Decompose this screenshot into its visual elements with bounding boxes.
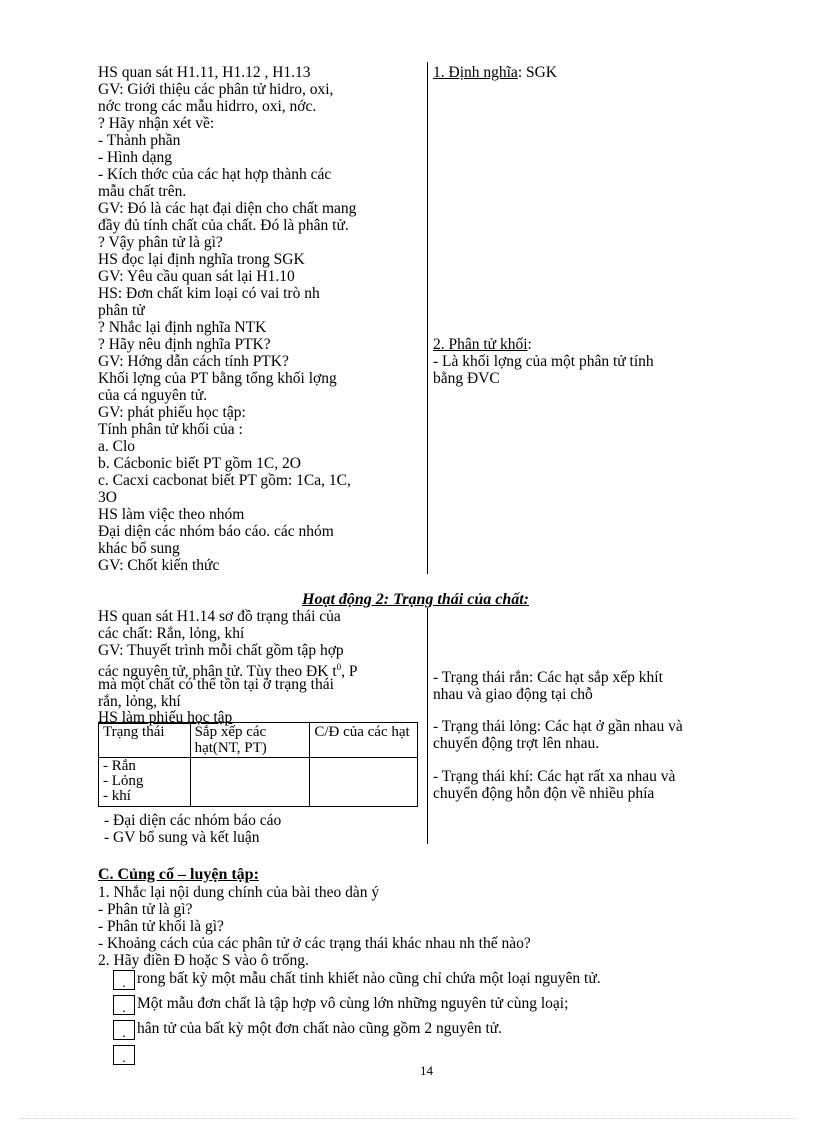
text-line: rắn, lỏng, khí [98,693,181,710]
text-line: - Là khối lợng của một phân tử tính [433,353,654,370]
text-line: khác bổ sung [98,540,180,557]
text-line: - Đại diện các nhóm báo cáo [104,812,282,829]
activity-heading: Hoạt động 2: Trạng thái của chất: [302,591,529,608]
definition-label: 1. Định nghĩa [433,64,518,81]
text-line: nhau và giao động tại chỗ [433,686,593,703]
answer-box[interactable]: . [113,970,135,990]
text-line: HS làm việc theo nhóm [98,506,245,523]
answer-box[interactable]: . [113,995,135,1015]
column-divider [427,608,428,844]
text-line: GV: Hớng dẫn cách tính PTK? [98,353,289,370]
worksheet-table [98,722,418,807]
text-line: mẫu chất trên. [98,183,187,200]
table-cell-empty [190,758,310,807]
text-line: - Thành phần [98,132,181,149]
state-item: - Lỏng [103,773,144,789]
text-line: Khối lợng của PT bằng tổng khối lợng [98,370,337,387]
text-line: HS quan sát H1.14 sơ đồ trạng thái của [98,608,341,625]
table-header-row [99,723,418,758]
text-line: GV: Giới thiệu các phân tử hidro, oxi, [98,81,334,98]
text-line: Tính phân tử khối của : [98,421,243,438]
table-cell-empty [310,758,418,807]
text-line: - Trạng thái lỏng: Các hạt ở gần nhau và [433,718,683,735]
text-line: HS làm phiếu học tập [98,709,233,726]
text-line: - Phân tử khối là gì? [98,918,224,935]
text-line: chuyển động trợt lên nhau. [433,735,600,752]
answer-box[interactable]: . [113,1045,135,1065]
text-line: GV: phát phiếu học tập: [98,404,246,421]
text-line: nớc trong các mẫu hidrro, oxi, nớc. [98,98,317,115]
text-line: GV: Thuyết trình mỗi chất gồm tập hợp [98,642,344,659]
text-line: - Phân tử là gì? [98,901,193,918]
text-line: đầy đủ tính chất của chất. Đó là phân tử. [98,217,349,234]
text-line: - GV bổ sung và kết luận [104,829,260,846]
text-line: - Kích thớc của các hạt hợp thành các [98,166,332,183]
text-line: c. Cacxi cacbonat biết PT gồm: 1Ca, 1C, [98,472,351,489]
state-item: - khí [103,788,131,804]
answer-box[interactable]: . [113,1020,135,1040]
molecular-mass-heading [433,336,532,353]
text-line: GV: Chốt kiến thức [98,557,220,574]
statement-line: hân tử của bất kỳ một đơn chất nào cũng gồm 2 nguyên tử. [137,1020,503,1037]
text-line: ? Hãy nêu định nghĩa PTK? [98,336,271,353]
text-line: - Trạng thái rắn: Các hạt sắp xếp khít [433,669,663,686]
text-line: ? Hãy nhận xét về: [98,115,215,132]
text-line: bằng ĐVC [433,370,500,387]
statement-line: rong bất kỳ một mẫu chất tinh khiết nào cũng chỉ chứa một loại nguyên tử. [137,970,601,987]
text-line: HS quan sát H1.11, H1.12 , H1.13 [98,64,311,81]
column-divider [427,62,428,574]
statement-line: Một mẫu đơn chất là tập hợp vô cùng lớn những nguyên tử cùng loại; [137,995,569,1012]
molecular-mass-colon: : [527,336,532,353]
section-title: C. Củng cố – luyện tập: [98,866,259,883]
definition-line [433,64,557,81]
text-span: các nguyên tử, phân tử. Tùy theo ĐK t [98,663,337,681]
degree-superscript: 0 [336,662,342,672]
state-item: - Rắn [103,758,136,774]
table-header-cell: C/Đ của các hạt [310,723,418,758]
molecular-mass-label: 2. Phân tử khối [433,336,528,353]
text-line: - Khoảng cách của các phân tử ở các trạng thái khác nhau nh thế nào? [98,935,531,952]
page-number: 14 [420,1063,433,1078]
table-header-cell: Sắp xếp các hạt(NT, PT) [190,723,310,758]
text-line: ? Vậy phân tử là gì? [98,234,223,251]
text-line: mà một chất có thể tồn tại ở trạng thái [98,676,334,693]
text-line: 2. Hãy điền Đ hoặc S vào ô trống. [98,952,309,969]
text-line: 1. Nhắc lại nội dung chính của bài theo dàn ý [98,884,380,901]
text-line: chuyển động hỗn độn về nhiều phía [433,785,655,802]
text-line: HS: Đơn chất kim loại có vai trò nh [98,285,320,302]
text-line: 3O [98,489,117,506]
text-line: - Hình dạng [98,149,173,166]
definition-value: : SGK [517,64,558,81]
page-bottom-divider [20,1118,796,1119]
table-cell-states [99,758,191,807]
text-line: b. Cácbonic biết PT gồm 1C, 2O [98,455,301,472]
table-row [99,758,418,807]
text-line: a. Clo [98,438,136,455]
text-span: , P [341,663,358,681]
text-line: phân tử [98,302,145,319]
text-line: ? Nhắc lại định nghĩa NTK [98,319,267,336]
text-line: các chất: Rắn, lỏng, khí [98,625,245,642]
text-line: GV: Đó là các hạt đại diện cho chất mang [98,200,357,217]
table-header-cell: Trạng thái [99,723,191,758]
text-line: - Trạng thái khí: Các hạt rất xa nhau và [433,768,676,785]
text-line: của cá nguyên tử. [98,387,208,404]
text-line: Đại diện các nhóm báo cáo. các nhóm [98,523,334,540]
text-line: GV: Yêu cầu quan sát lại H1.10 [98,268,295,285]
text-line: HS đọc lại định nghĩa trong SGK [98,251,305,268]
